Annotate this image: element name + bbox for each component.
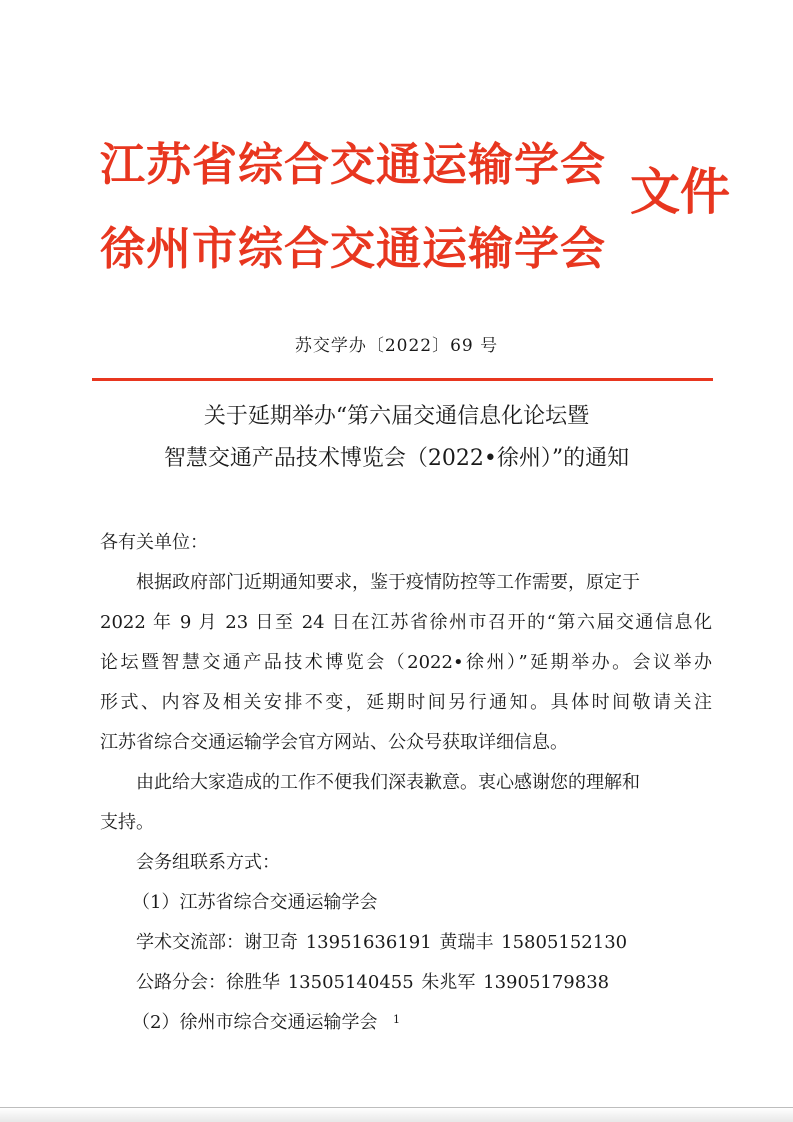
contact-line-highway: 公路分会：徐胜华 13505140455 朱兆军 13905179838: [136, 972, 610, 993]
org-name-line-1: 江苏省综合交通运输学会: [100, 138, 607, 191]
paragraph-1-line-1: 根据政府部门近期通知要求，鉴于疫情防控等工作需要，原定于: [136, 572, 640, 593]
paragraph-2-line-1: 由此给大家造成的工作不便我们深表歉意。衷心感谢您的理解和: [136, 772, 640, 793]
page-edge: [0, 1107, 793, 1122]
paragraph-1-line-4: 形式、内容及相关安排不变，延期时间另行通知。具体时间敬请关注: [100, 692, 712, 713]
paragraph-2-line-2: 支持。: [100, 812, 154, 833]
notice-title-line-2: 智慧交通产品技术博览会（2022•徐州）”的通知: [163, 446, 630, 471]
contact-line-academic: 学术交流部：谢卫奇 13951636191 黄瑞丰 15805152130: [136, 932, 628, 953]
contact-org-1: （1）江苏省综合交通运输学会: [132, 892, 378, 913]
contact-heading: 会务组联系方式：: [136, 852, 280, 873]
paragraph-1-line-5: 江苏省综合交通运输学会官方网站、公众号获取详细信息。: [100, 732, 568, 753]
org-name-line-2: 徐州市综合交通运输学会: [100, 222, 607, 275]
page-number: 1: [393, 1013, 400, 1026]
contact-org-2: （2）徐州市综合交通运输学会: [132, 1012, 378, 1033]
notice-title-line-1: 关于延期举办“第六届交通信息化论坛暨: [203, 404, 590, 429]
paragraph-1-line-3: 论坛暨智慧交通产品技术博览会（2022•徐州）”延期举办。会议举办: [100, 652, 712, 673]
document-type-label: 文件: [630, 163, 730, 221]
paragraph-1-line-2: 2022 年 9 月 23 日至 24 日在江苏省徐州市召开的“第六届交通信息化: [100, 612, 712, 633]
salutation: 各有关单位：: [100, 532, 208, 553]
red-header-rule: [92, 378, 713, 381]
document-number: 苏交学办〔2022〕69 号: [294, 336, 499, 356]
